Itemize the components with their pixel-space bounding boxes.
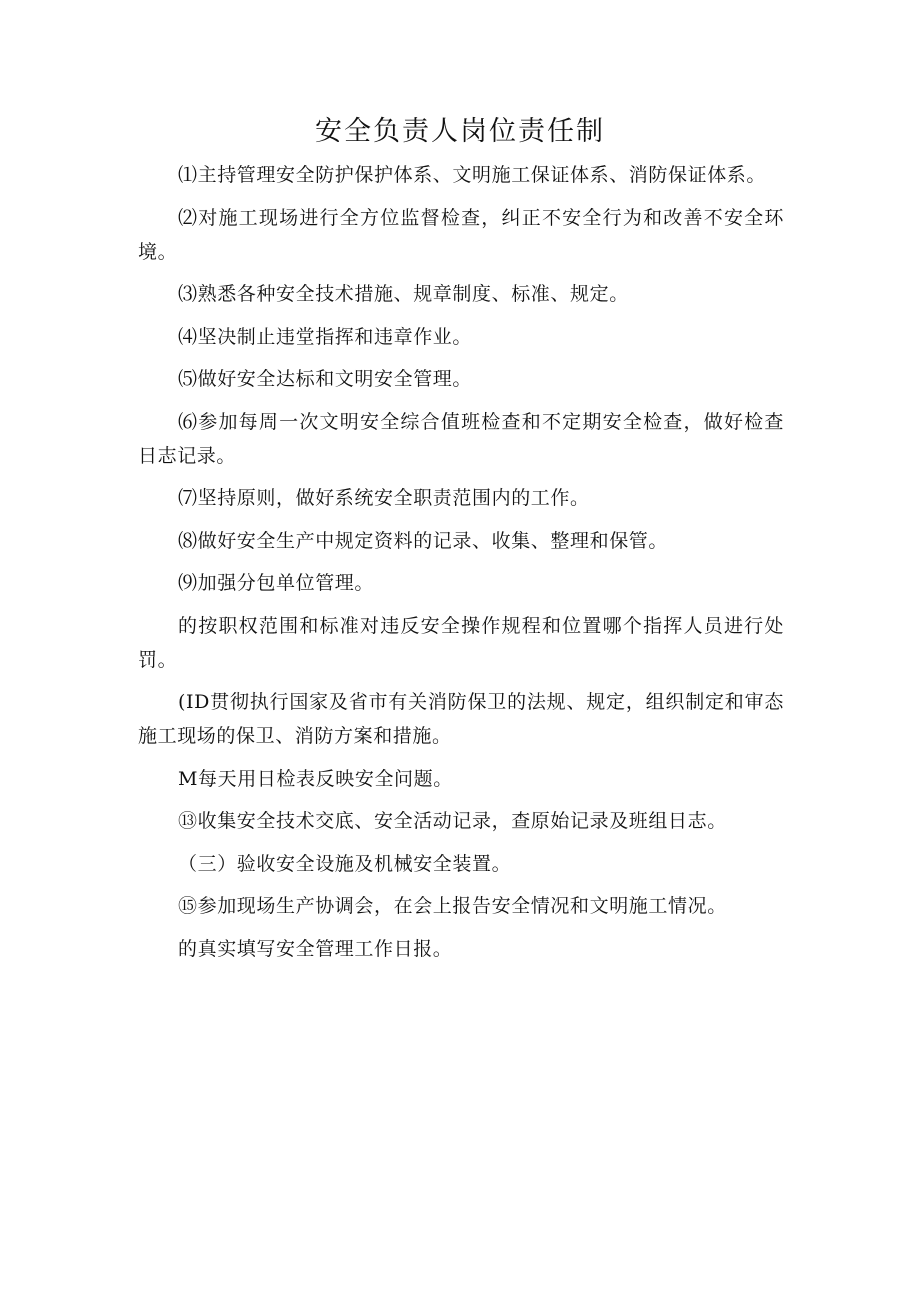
paragraph-16: 的真实填写安全管理工作日报。 — [178, 937, 453, 960]
document-body — [138, 158, 784, 974]
paragraph-3: ⑶熟悉各种安全技术措施、规章制度、标准、规定。 — [178, 283, 629, 305]
paragraph-12: M每天用日检表反映安全问题。 — [178, 767, 453, 790]
document-title: 安全负责人岗位责任制 — [315, 116, 605, 147]
paragraph-11: (ID贯彻执行国家及省市有关消防保卫的法规、规定，组织制定和审态施工现场的保卫、消防方案和措施。 — [138, 691, 784, 747]
paragraph-1: ⑴主持管理安全防护保护体系、文明施工保证体系、消防保证体系。 — [178, 164, 767, 186]
paragraph-9: ⑼加强分包单位管理。 — [178, 572, 375, 594]
paragraph-4: ⑷坚决制止违堂指挥和违章作业。 — [178, 325, 473, 348]
paragraph-10: 的按职权范围和标准对违反安全操作规程和位置哪个指挥人员进行处罚。 — [138, 614, 784, 671]
paragraph-13: ⑬收集安全技术交底、安全活动记录，查原始记录及班组日志。 — [178, 810, 727, 832]
paragraph-6: ⑹参加每周一次文明安全综合值班检查和不定期安全检查，做好检查日志记录。 — [138, 410, 784, 467]
paragraph-2: ⑵对施工现场进行全方位监督检查，纠正不安全行为和改善不安全环境。 — [138, 206, 784, 263]
paragraph-8: ⑻做好安全生产中规定资料的记录、收集、整理和保管。 — [178, 529, 669, 552]
paragraph-15: ⑮参加现场生产协调会，在会上报告安全情况和文明施工情况。 — [178, 895, 727, 917]
paragraph-14: （三）验收安全设施及机械安全装置。 — [178, 852, 512, 875]
paragraph-5: ⑸做好安全达标和文明安全管理。 — [178, 368, 473, 390]
paragraph-7: ⑺坚持原则，做好系统安全职责范围内的工作。 — [178, 487, 590, 509]
